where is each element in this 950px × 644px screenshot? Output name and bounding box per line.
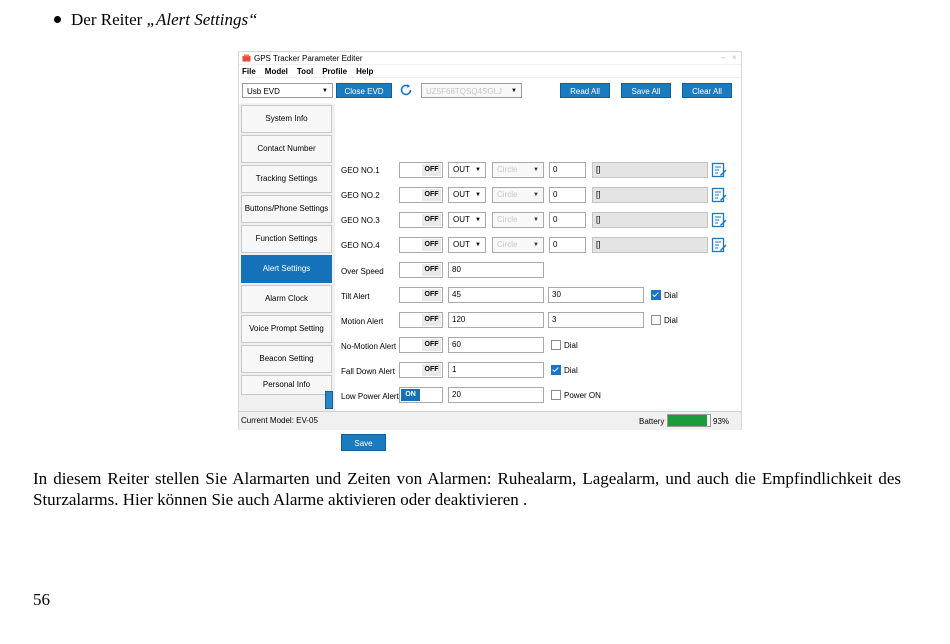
close-evd-button[interactable]: Close EVD [336, 83, 392, 98]
select-value: OUT [453, 190, 470, 199]
close-window-button[interactable]: × [732, 53, 737, 62]
tab-alarm-clock[interactable]: Alarm Clock [241, 285, 332, 313]
chevron-down-icon: ▼ [533, 167, 539, 173]
minimize-button[interactable]: – [721, 53, 726, 62]
port-select[interactable] [242, 83, 333, 98]
power-on-checkbox[interactable] [551, 390, 601, 401]
battery-label: Battery [639, 417, 665, 426]
over-speed-label: Over Speed [341, 267, 384, 276]
toggle-state: OFF [422, 239, 441, 251]
edit-icon[interactable] [711, 187, 727, 203]
low-power-alert-toggle[interactable] [399, 387, 443, 403]
tab-alert-settings[interactable]: Alert Settings [241, 255, 332, 283]
save-button[interactable]: Save [341, 434, 386, 451]
toggle-state: OFF [422, 364, 441, 376]
toggle-state: OFF [422, 214, 441, 226]
edit-icon[interactable] [711, 212, 727, 228]
no-motion-dial-checkbox[interactable] [551, 340, 578, 351]
menu-model[interactable]: Model [264, 67, 288, 76]
motion-dial-checkbox[interactable] [651, 315, 678, 326]
geo-shape-select[interactable] [492, 212, 544, 228]
geo-toggle[interactable] [399, 212, 443, 228]
select-value: Circle [497, 190, 518, 199]
checkbox-unchecked [651, 315, 661, 325]
geo-coords-input[interactable]: [] [592, 212, 708, 228]
toggle-state: OFF [422, 314, 441, 326]
geo-value-input[interactable]: 0 [549, 162, 586, 178]
tab-voice-prompt-setting[interactable]: Voice Prompt Setting [241, 315, 332, 343]
fall-down-alert-toggle[interactable] [399, 362, 443, 378]
toggle-state: ON [401, 389, 420, 401]
checkbox-label: Dial [664, 291, 678, 300]
app-window [238, 51, 742, 448]
chevron-down-icon: ▼ [475, 192, 481, 198]
select-value: Circle [497, 165, 518, 174]
chevron-down-icon: ▼ [511, 88, 517, 94]
toolbar [239, 78, 741, 104]
tilt-angle-input[interactable]: 45 [448, 287, 544, 303]
chevron-down-icon: ▼ [475, 242, 481, 248]
over-speed-input[interactable]: 80 [448, 262, 544, 278]
sidebar [241, 103, 332, 411]
no-motion-alert-label: No-Motion Alert [341, 342, 397, 351]
edit-icon[interactable] [711, 162, 727, 178]
status-bar [239, 411, 741, 430]
port-value: Usb EVD [247, 87, 280, 96]
geo-label: GEO NO.2 [341, 191, 380, 200]
checkbox-label: Power ON [564, 391, 601, 400]
motion-value-input[interactable]: 120 [448, 312, 544, 328]
geo-direction-select[interactable] [448, 237, 486, 253]
checkbox-checked [651, 290, 661, 300]
geo-coords-input[interactable]: [] [592, 187, 708, 203]
geo-value-input[interactable]: 0 [549, 187, 586, 203]
battery-fill [668, 415, 707, 426]
bullet-italic: „Alert Settings“ [146, 10, 258, 29]
geo-toggle[interactable] [399, 162, 443, 178]
select-value: Circle [497, 215, 518, 224]
toggle-state: OFF [422, 264, 441, 276]
geo-toggle[interactable] [399, 237, 443, 253]
bullet-text: Der Reiter [71, 10, 147, 29]
tab-contact-number[interactable]: Contact Number [241, 135, 332, 163]
motion-time-input[interactable]: 3 [548, 312, 644, 328]
checkbox-label: Dial [564, 366, 578, 375]
geo-direction-select[interactable] [448, 187, 486, 203]
select-value: OUT [453, 215, 470, 224]
clear-all-button[interactable]: Clear All [682, 83, 732, 98]
motion-alert-toggle[interactable] [399, 312, 443, 328]
fall-down-input[interactable]: 1 [448, 362, 544, 378]
tab-tracking-settings[interactable]: Tracking Settings [241, 165, 332, 193]
motion-alert-label: Motion Alert [341, 317, 384, 326]
geo-toggle[interactable] [399, 187, 443, 203]
geo-coords-input[interactable]: [] [592, 237, 708, 253]
chevron-down-icon: ▼ [475, 217, 481, 223]
chevron-down-icon: ▼ [322, 88, 328, 94]
geo-value-input[interactable]: 0 [549, 237, 586, 253]
geo-shape-select[interactable] [492, 237, 544, 253]
toggle-state: OFF [422, 339, 441, 351]
current-model: Current Model: EV-05 [241, 416, 318, 425]
menu-file[interactable]: File [242, 67, 256, 76]
geo-shape-select[interactable] [492, 187, 544, 203]
low-power-input[interactable]: 20 [448, 387, 544, 403]
select-value: OUT [453, 165, 470, 174]
page-number: 56 [33, 590, 50, 609]
no-motion-alert-toggle[interactable] [399, 337, 443, 353]
toggle-state: OFF [422, 289, 441, 301]
menu-profile[interactable]: Profile [322, 67, 348, 76]
chevron-down-icon: ▼ [533, 217, 539, 223]
tab-buttons-phone-settings[interactable]: Buttons/Phone Settings [241, 195, 332, 223]
menu-help[interactable]: Help [356, 67, 374, 76]
toggle-state: OFF [422, 164, 441, 176]
tab-beacon-setting[interactable]: Beacon Setting [241, 345, 332, 373]
geo-label: GEO NO.4 [341, 241, 380, 250]
menu-tool[interactable]: Tool [296, 67, 314, 76]
checkbox-unchecked [551, 340, 561, 350]
geo-direction-select[interactable] [448, 212, 486, 228]
tab-function-settings[interactable]: Function Settings [241, 225, 332, 253]
select-value: Circle [497, 240, 518, 249]
geo-coords-input[interactable]: [] [592, 162, 708, 178]
checkbox-label: Dial [564, 341, 578, 350]
fall-down-dial-checkbox[interactable] [551, 365, 578, 376]
refresh-icon[interactable] [399, 83, 413, 97]
geo-label: GEO NO.1 [341, 166, 380, 175]
title-bar [239, 52, 741, 64]
tilt-alert-toggle[interactable] [399, 287, 443, 303]
low-power-alert-label: Low Power Alert [341, 392, 399, 401]
no-motion-input[interactable]: 60 [448, 337, 544, 353]
fall-down-alert-label: Fall Down Alert [341, 367, 395, 376]
checkbox-label: Dial [664, 316, 678, 325]
app-icon [242, 54, 251, 62]
bullet-line [54, 10, 258, 30]
over-speed-toggle[interactable] [399, 262, 443, 278]
bullet-dot [54, 16, 61, 23]
tilt-time-input[interactable]: 30 [548, 287, 644, 303]
battery-percent: 93% [713, 417, 730, 426]
tilt-dial-checkbox[interactable] [651, 290, 678, 301]
chevron-down-icon: ▼ [475, 167, 481, 173]
geo-value-input[interactable]: 0 [549, 212, 586, 228]
window-title: GPS Tracker Parameter Editer [254, 54, 363, 63]
checkbox-unchecked [551, 390, 561, 400]
geo-direction-select[interactable] [448, 162, 486, 178]
save-all-button[interactable]: Save All [621, 83, 671, 98]
select-value: OUT [453, 240, 470, 249]
chevron-down-icon: ▼ [533, 192, 539, 198]
edit-icon[interactable] [711, 237, 727, 253]
menu-bar [239, 65, 741, 77]
device-id-value: UZ5F68TQSQ4SGLJ [426, 87, 503, 96]
geo-shape-select[interactable] [492, 162, 544, 178]
geo-label: GEO NO.3 [341, 216, 380, 225]
chevron-down-icon: ▼ [533, 242, 539, 248]
toggle-state: OFF [422, 189, 441, 201]
read-all-button[interactable]: Read All [560, 83, 610, 98]
tab-personal-info[interactable]: Personal Info [241, 375, 332, 395]
description-paragraph: In diesem Reiter stellen Sie Alarmarten und Zeiten von Alarmen: Ruhealarm, Lagealarm, und auch die Empfindlichkeit des Sturzalarms. Hier können Sie auch Alarme aktivieren oder deaktivieren . [33, 469, 901, 509]
battery-bar [667, 414, 711, 427]
device-id-select[interactable] [421, 83, 522, 98]
checkbox-checked [551, 365, 561, 375]
tilt-alert-label: Tilt Alert [341, 292, 370, 301]
sidebar-scrollbar[interactable] [325, 391, 333, 409]
tab-system-info[interactable]: System Info [241, 105, 332, 133]
